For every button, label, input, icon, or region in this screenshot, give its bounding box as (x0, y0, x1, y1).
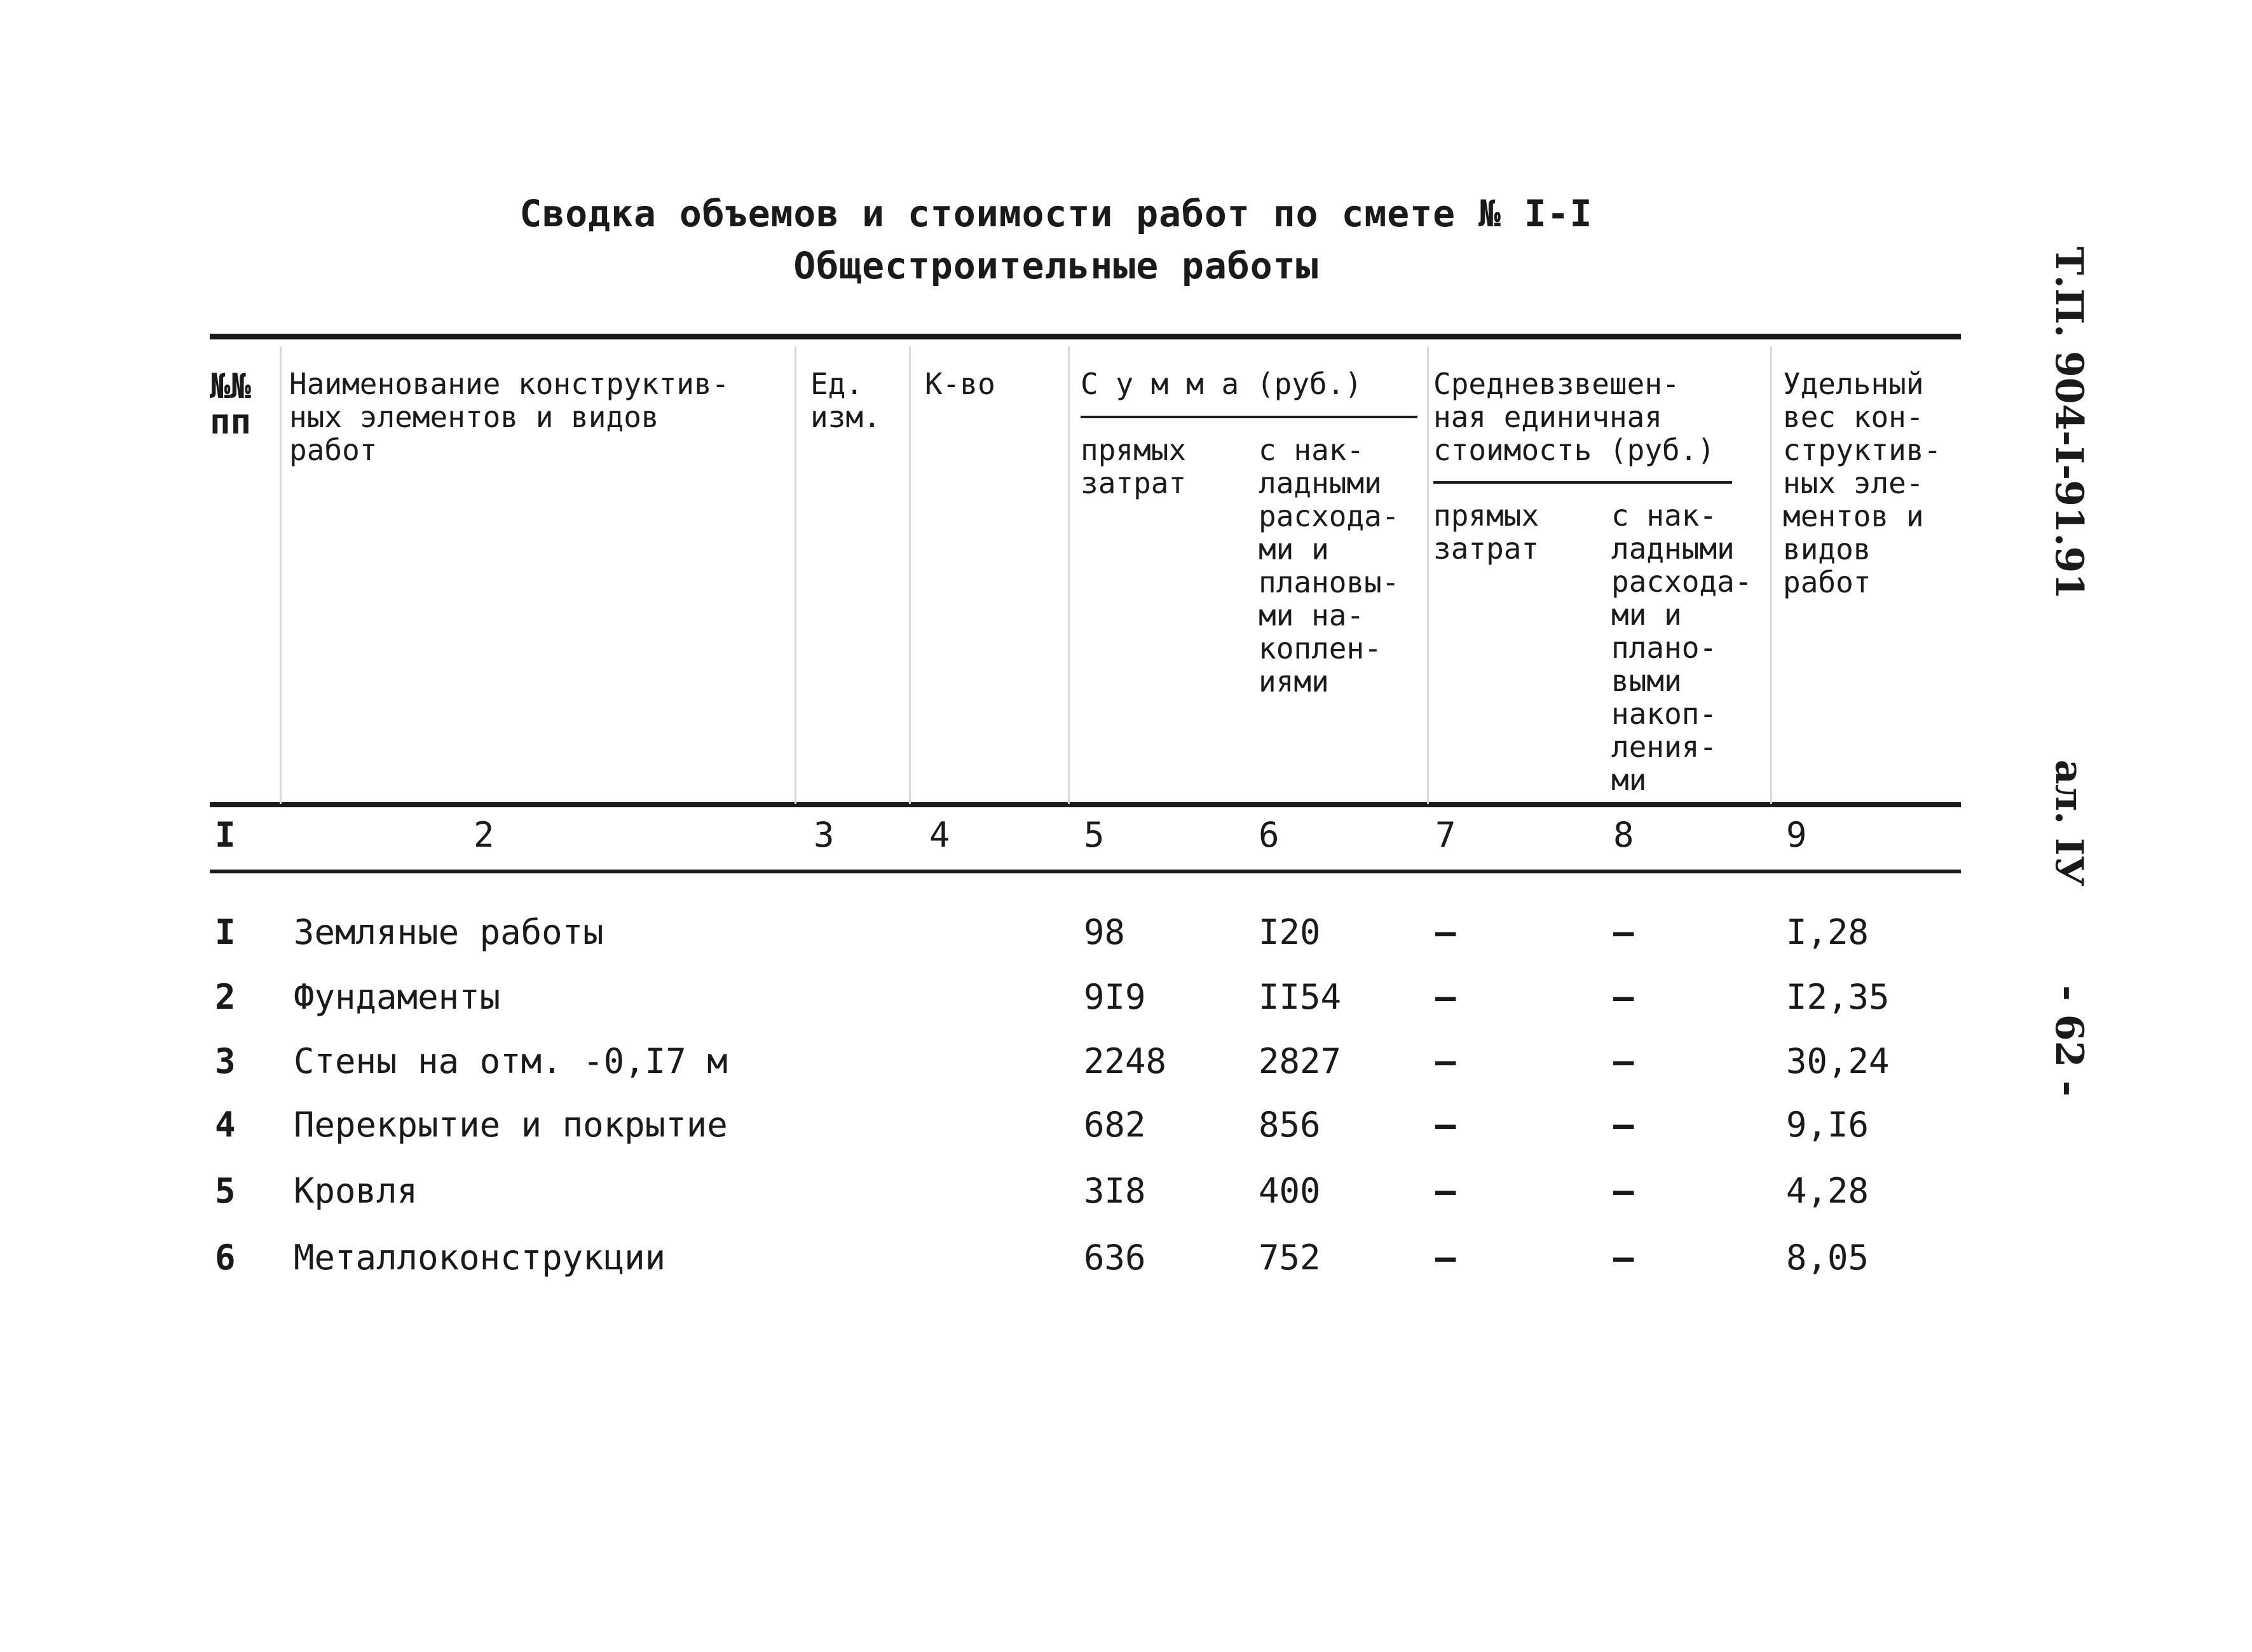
average-direct: – (1435, 977, 1456, 1017)
column-divider (1427, 346, 1429, 804)
direct-cost: 98 (1084, 912, 1126, 952)
column-number: 5 (1084, 815, 1105, 855)
average-direct: – (1435, 912, 1456, 952)
header-share: Удельный вес кон- структив- ных эле- ментов и видов работ (1783, 367, 1942, 599)
row-number: I (215, 912, 236, 952)
header-average-direct: прямых затрат (1433, 498, 1539, 566)
column-number: 6 (1259, 815, 1280, 855)
column-number: 9 (1786, 815, 1807, 855)
header-direct-costs: прямых затрат (1081, 433, 1187, 500)
document-subtitle: Общестроительные работы (793, 244, 1319, 287)
table-top-rule (210, 334, 1961, 339)
page-number: - 62 - (2047, 985, 2091, 1097)
share-value: I2,35 (1786, 977, 1890, 1017)
row-number: 2 (215, 977, 236, 1017)
header-sum-group: С у м м а (руб.) (1081, 367, 1363, 401)
average-with-overheads: – (1613, 1171, 1634, 1211)
average-with-overheads: – (1613, 912, 1634, 952)
sheet-number: ал. IУ (2047, 760, 2091, 887)
row-number: 6 (215, 1238, 236, 1278)
header-unit: Ед. изм. (810, 367, 881, 434)
header-row-number: №№ пп (210, 366, 252, 442)
column-divider (280, 346, 282, 804)
cost-with-overheads: 400 (1259, 1171, 1321, 1211)
direct-cost: 682 (1084, 1105, 1146, 1145)
column-divider (909, 346, 911, 804)
document-title: Сводка объемов и стоимости работ по смете № I-I (519, 192, 1593, 235)
header-average-cost-group: Средневзвешен- ная единичная стоимость (руб.) (1433, 367, 1716, 467)
average-direct: – (1435, 1105, 1456, 1145)
cost-with-overheads: 752 (1259, 1238, 1321, 1278)
column-number: 2 (474, 815, 495, 855)
column-number: 3 (814, 815, 835, 855)
row-number: 3 (215, 1041, 236, 1081)
direct-cost: 3I8 (1084, 1171, 1146, 1211)
average-with-overheads: – (1613, 1041, 1634, 1081)
row-name: Земляные работы (294, 912, 604, 952)
row-name: Кровля (294, 1171, 418, 1211)
share-value: 9,I6 (1786, 1105, 1869, 1145)
table-row (0, 1171, 2252, 1222)
cost-with-overheads: 2827 (1259, 1041, 1342, 1081)
direct-cost: 636 (1084, 1238, 1146, 1278)
column-number: 4 (929, 815, 950, 855)
table-row (0, 1041, 2252, 1092)
share-value: 8,05 (1786, 1238, 1869, 1278)
sum-group-underline (1081, 416, 1417, 418)
column-divider (1770, 346, 1772, 804)
header-average-with-overheads: с нак- ладными расхода- ми и плано- выми накоп- ления- ми (1611, 498, 1752, 797)
share-value: 4,28 (1786, 1171, 1869, 1211)
column-number: 8 (1613, 815, 1634, 855)
average-direct: – (1435, 1041, 1456, 1081)
column-divider (795, 346, 796, 804)
row-name: Фундаменты (294, 977, 501, 1017)
numbers-bottom-rule (210, 870, 1961, 873)
table-row (0, 1238, 2252, 1288)
header-name: Наименование конструктив- ных элементов и видов работ (289, 367, 730, 467)
average-with-overheads: – (1613, 1105, 1634, 1145)
column-number: I (215, 815, 236, 855)
average-with-overheads: – (1613, 977, 1634, 1017)
table-row (0, 912, 2252, 963)
row-number: 5 (215, 1171, 236, 1211)
row-name: Стены на отм. -0,I7 м (294, 1041, 728, 1081)
column-number: 7 (1435, 815, 1456, 855)
row-name: Перекрытие и покрытие (294, 1105, 728, 1145)
direct-cost: 2248 (1084, 1041, 1167, 1081)
header-quantity: К-во (925, 367, 995, 401)
row-number: 4 (215, 1105, 236, 1145)
header-bottom-rule (210, 802, 1961, 807)
share-value: 30,24 (1786, 1041, 1890, 1081)
table-row (0, 1105, 2252, 1156)
header-with-overheads: с нак- ладными расхода- ми и плановы- ми на- коплен- иями (1259, 433, 1400, 699)
average-direct: – (1435, 1171, 1456, 1211)
document-code: Т.П. 904-I-91.91 (2047, 247, 2091, 599)
row-name: Металлоконструкции (294, 1238, 666, 1278)
table-row (0, 977, 2252, 1028)
average-direct: – (1435, 1238, 1456, 1278)
cost-with-overheads: II54 (1259, 977, 1342, 1017)
share-value: I,28 (1786, 912, 1869, 952)
avg-group-underline (1433, 481, 1732, 484)
direct-cost: 9I9 (1084, 977, 1146, 1017)
column-divider (1068, 346, 1070, 804)
cost-with-overheads: 856 (1259, 1105, 1321, 1145)
average-with-overheads: – (1613, 1238, 1634, 1278)
cost-with-overheads: I20 (1259, 912, 1321, 952)
